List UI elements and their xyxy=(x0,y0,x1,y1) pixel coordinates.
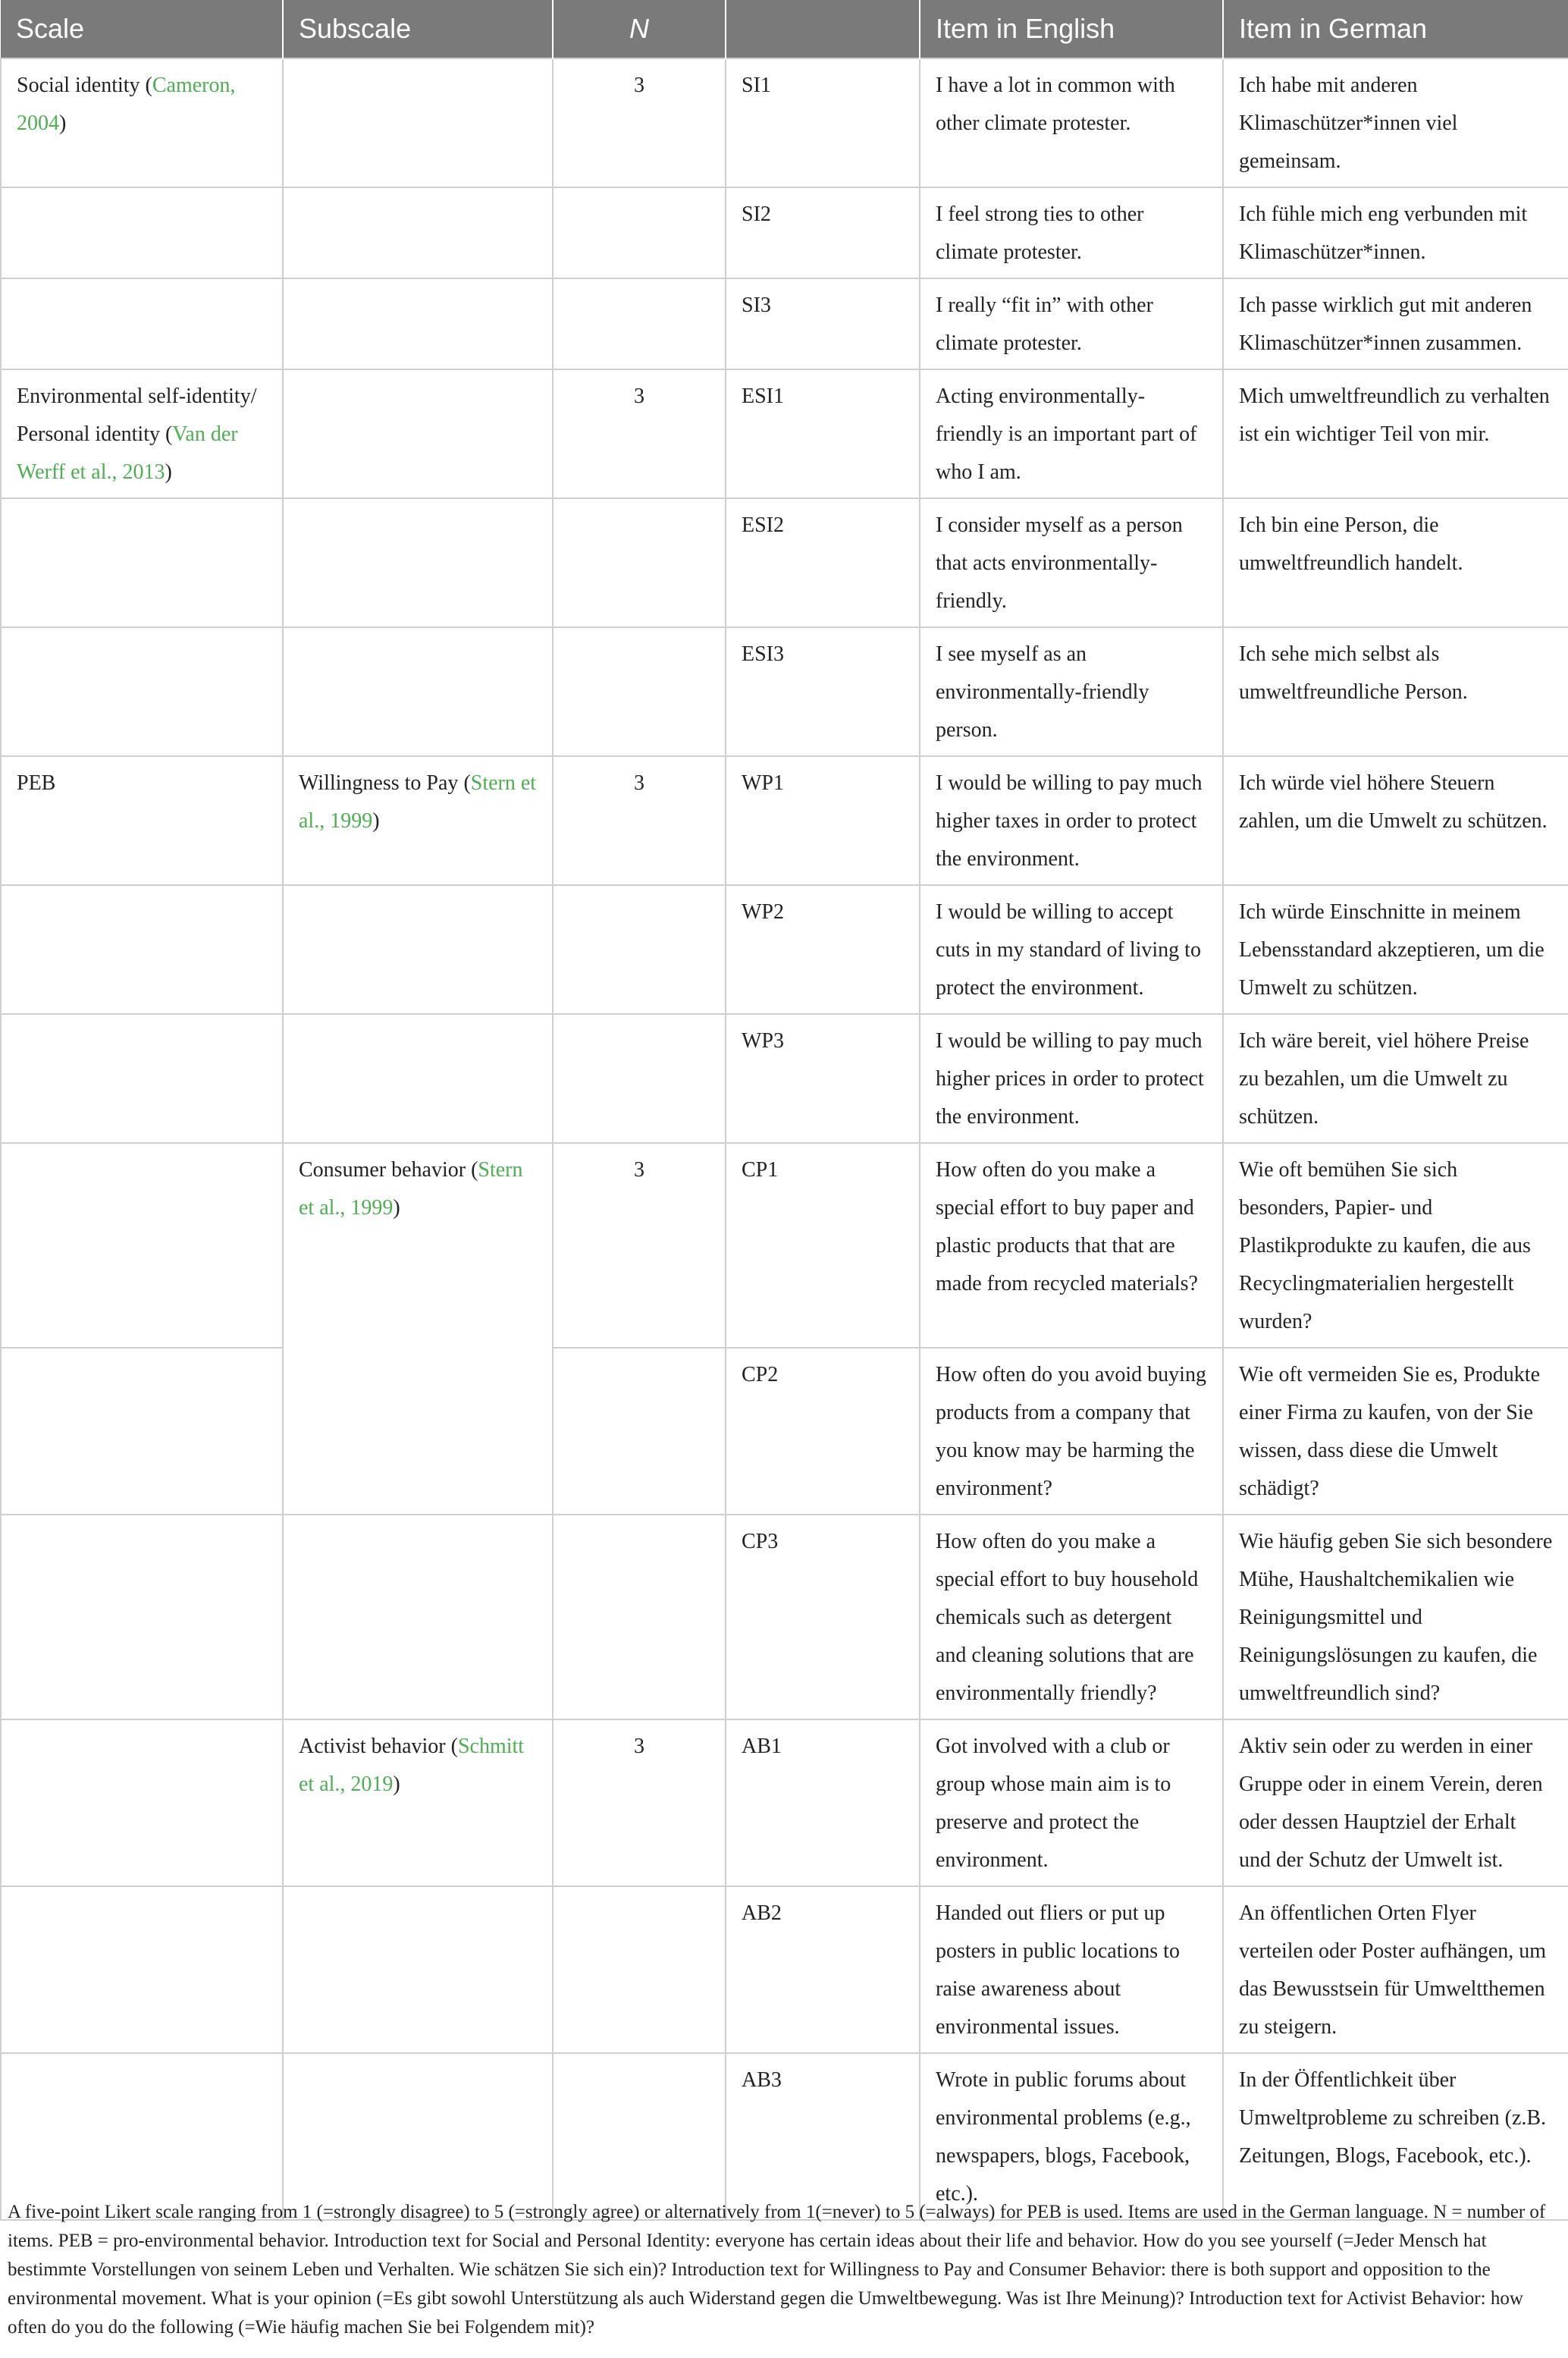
scale-suffix: ) xyxy=(165,460,172,484)
table-row xyxy=(1,627,1568,756)
table-row xyxy=(1,1886,1568,2053)
table-row xyxy=(1,756,1568,885)
table-row xyxy=(1,885,1568,1014)
subscale-suffix: ) xyxy=(393,1196,400,1220)
subscale-cell: Activist behavior (Schmitt et al., 2019) xyxy=(283,1719,553,1886)
table-row xyxy=(1,1719,1568,1886)
n-count-cell xyxy=(553,2053,726,2220)
table-row xyxy=(1,58,1568,187)
n-count-cell: 3 xyxy=(553,369,726,498)
item-english-cell: I have a lot in common with other climate protester. xyxy=(920,58,1223,187)
subscale-cell: Willingness to Pay (Stern et al., 1999) xyxy=(283,756,553,885)
subscale-citation: Schmitt et al., 2019 xyxy=(299,1735,525,1796)
subscale-cell xyxy=(283,1886,553,2053)
subscale-text: Willingness to Pay xyxy=(299,771,459,795)
n-count-cell xyxy=(553,1348,726,1515)
item-german-cell: Ich würde viel höhere Steuern zahlen, um die Umwelt zu schützen. xyxy=(1223,756,1568,885)
scale-cell xyxy=(1,1348,283,1515)
item-english-cell: I really “fit in” with other climate protester. xyxy=(920,278,1223,369)
item-code-cell: SI3 xyxy=(726,278,920,369)
scale-cell: Social identity (Cameron, 2004) xyxy=(1,58,283,187)
item-german-cell: Mich umweltfreundlich zu verhalten ist ein wichtiger Teil von mir. xyxy=(1223,369,1568,498)
table-row xyxy=(1,2053,1568,2220)
subscale-suffix: ) xyxy=(372,809,380,833)
n-count-cell xyxy=(553,187,726,278)
subscale-cell xyxy=(283,885,553,1014)
item-code-cell: AB2 xyxy=(726,1886,920,2053)
item-english-cell: Wrote in public forums about environmental problems (e.g., newspapers, blogs, Facebook, etc.). xyxy=(920,2053,1223,2220)
n-count-cell xyxy=(553,498,726,627)
n-count-cell: 3 xyxy=(553,58,726,187)
item-code-cell: WP2 xyxy=(726,885,920,1014)
scale-cell: Environmental self-identity/ Personal identity (Van der Werff et al., 2013) xyxy=(1,369,283,498)
table-footnote: A five-point Likert scale ranging from 1 (=strongly disagree) to 5 (=strongly agree) or alternatively from 1(=never) to 5 (=always) for PEB is used. Items are used in the German language. N = number of items. PEB = pro-environmental behavior. Introduction text for Social and Personal Identity: everyone has certain ideas about their life and behavior. How do you see yourself (=Jeder Mensch hat bestimmte Vorstellungen von seinem Leben und Verhalten. Wie schätzen Sie sich ein)? Introduction text for Willingness to Pay and Consumer Behavior: there is both support and opposition to the environmental movement. What is your opinion (=Es gibt sowohl Unterstützung als auch Widerstand gegen die Umweltbewegung. Was ist Ihre Meinung)? Introduction text for Activist Behavior: how often do you do the following (=Wie häufig machen Sie bei Folgendem mit)? xyxy=(8,2202,1546,2338)
item-code-cell: SI2 xyxy=(726,187,920,278)
scale-cell xyxy=(1,187,283,278)
header-item-english: Item in English xyxy=(920,0,1223,58)
subscale-cell xyxy=(283,58,553,187)
item-english-cell: I consider myself as a person that acts environmentally-friendly. xyxy=(920,498,1223,627)
header-subscale: Subscale xyxy=(283,0,553,58)
subscale-cell xyxy=(283,369,553,498)
scale-citation: Van der Werff et al., 2013 xyxy=(17,422,238,484)
scale-cell xyxy=(1,1143,283,1348)
item-code-cell: AB1 xyxy=(726,1719,920,1886)
table-row xyxy=(1,1014,1568,1143)
item-english-cell: Handed out fliers or put up posters in public locations to raise awareness about environmental issues. xyxy=(920,1886,1223,2053)
subscale-text: Activist behavior xyxy=(299,1735,446,1758)
scale-cell xyxy=(1,1719,283,1886)
table-row xyxy=(1,1143,1568,1348)
item-code-cell: CP3 xyxy=(726,1515,920,1719)
item-code-cell: CP2 xyxy=(726,1348,920,1515)
header-item-code xyxy=(726,0,920,58)
item-code-cell: WP3 xyxy=(726,1014,920,1143)
scale-cell xyxy=(1,627,283,756)
item-english-cell: I feel strong ties to other climate protester. xyxy=(920,187,1223,278)
subscale-citation: Stern et al., 1999 xyxy=(299,771,537,833)
item-english-cell: How often do you avoid buying products from a company that you know may be harming the environment? xyxy=(920,1348,1223,1515)
n-count-cell: 3 xyxy=(553,756,726,885)
scale-cell xyxy=(1,1515,283,1719)
subscale-cell: Consumer behavior (Stern et al., 1999) xyxy=(283,1143,553,1515)
item-german-cell: Ich passe wirklich gut mit anderen Klimaschützer*innen zusammen. xyxy=(1223,278,1568,369)
item-german-cell: Wie häufig geben Sie sich besondere Mühe, Haushaltchemikalien wie Reinigungsmittel und Reinigungslösungen zu kaufen, die umweltfreundlich sind? xyxy=(1223,1515,1568,1719)
subscale-cell xyxy=(283,498,553,627)
item-german-cell: Ich habe mit anderen Klimaschützer*innen viel gemeinsam. xyxy=(1223,58,1568,187)
table-row xyxy=(1,1515,1568,1719)
item-english-cell: I would be willing to pay much higher taxes in order to protect the environment. xyxy=(920,756,1223,885)
item-german-cell: Ich wäre bereit, viel höhere Preise zu bezahlen, um die Umwelt zu schützen. xyxy=(1223,1014,1568,1143)
scale-cell xyxy=(1,1886,283,2053)
item-german-cell: Ich würde Einschnitte in meinem Lebensstandard akzeptieren, um die Umwelt zu schützen. xyxy=(1223,885,1568,1014)
header-n: N xyxy=(553,0,726,58)
item-german-cell: Wie oft bemühen Sie sich besonders, Papier- und Plastikprodukte zu kaufen, die aus Recyclingmaterialien hergestellt wurden? xyxy=(1223,1143,1568,1348)
n-count-cell xyxy=(553,1515,726,1719)
scale-cell xyxy=(1,2053,283,2220)
item-code-cell: ESI1 xyxy=(726,369,920,498)
scale-cell xyxy=(1,498,283,627)
subscale-suffix: ) xyxy=(393,1772,400,1796)
subscale-cell xyxy=(283,278,553,369)
item-code-cell: CP1 xyxy=(726,1143,920,1348)
item-code-cell: SI1 xyxy=(726,58,920,187)
scale-cell xyxy=(1,278,283,369)
table-header-row xyxy=(1,0,1568,58)
n-count-cell xyxy=(553,278,726,369)
item-german-cell: Ich bin eine Person, die umweltfreundlich handelt. xyxy=(1223,498,1568,627)
table-row xyxy=(1,187,1568,278)
item-german-cell: Wie oft vermeiden Sie es, Produkte einer Firma zu kaufen, von der Sie wissen, dass diese die Umwelt schädigt? xyxy=(1223,1348,1568,1515)
item-german-cell: Ich sehe mich selbst als umweltfreundliche Person. xyxy=(1223,627,1568,756)
scale-text: Environmental self-identity/ Personal identity xyxy=(17,385,257,446)
item-english-cell: I would be willing to pay much higher prices in order to protect the environment. xyxy=(920,1014,1223,1143)
item-code-cell: WP1 xyxy=(726,756,920,885)
n-count-cell xyxy=(553,1886,726,2053)
subscale-cell xyxy=(283,1515,553,1719)
subscale-cell xyxy=(283,627,553,756)
scale-text: PEB xyxy=(17,771,56,795)
item-code-cell: ESI2 xyxy=(726,498,920,627)
scale-citation: Cameron, 2004 xyxy=(17,74,236,135)
item-german-cell: An öffentlichen Orten Flyer verteilen oder Poster aufhängen, um das Bewusstsein für Umweltthemen zu steigern. xyxy=(1223,1886,1568,2053)
item-english-cell: Got involved with a club or group whose main aim is to preserve and protect the environment. xyxy=(920,1719,1223,1886)
item-english-cell: How often do you make a special effort to buy household chemicals such as detergent and cleaning solutions that are environmentally friendly? xyxy=(920,1515,1223,1719)
item-german-cell: Ich fühle mich eng verbunden mit Klimaschützer*innen. xyxy=(1223,187,1568,278)
table-body xyxy=(1,58,1568,2220)
item-code-cell: ESI3 xyxy=(726,627,920,756)
subscale-text: Consumer behavior xyxy=(299,1158,466,1182)
scale-cell xyxy=(1,885,283,1014)
item-english-cell: Acting environmentally-friendly is an important part of who I am. xyxy=(920,369,1223,498)
n-count-cell xyxy=(553,627,726,756)
table-row xyxy=(1,278,1568,369)
item-english-cell: I see myself as an environmentally-friendly person. xyxy=(920,627,1223,756)
item-german-cell: Aktiv sein oder zu werden in einer Gruppe oder in einem Verein, deren oder dessen Hauptziel der Erhalt und der Schutz der Umwelt ist. xyxy=(1223,1719,1568,1886)
subscale-cell xyxy=(283,1014,553,1143)
scale-cell xyxy=(1,756,283,885)
n-count-cell: 3 xyxy=(553,1143,726,1348)
subscale-cell xyxy=(283,187,553,278)
item-english-cell: I would be willing to accept cuts in my standard of living to protect the environment. xyxy=(920,885,1223,1014)
item-code-cell: AB3 xyxy=(726,2053,920,2220)
item-english-cell: How often do you make a special effort to buy paper and plastic products that that are made from recycled materials? xyxy=(920,1143,1223,1348)
scale-suffix: ) xyxy=(59,111,67,135)
n-count-cell xyxy=(553,885,726,1014)
subscale-citation: Stern et al., 1999 xyxy=(299,1158,523,1220)
n-count-cell: 3 xyxy=(553,1719,726,1886)
table-row xyxy=(1,1348,1568,1515)
subscale-cell xyxy=(283,2053,553,2220)
scale-cell xyxy=(1,1014,283,1143)
header-scale: Scale xyxy=(1,0,283,58)
header-item-german: Item in German xyxy=(1223,0,1568,58)
item-german-cell: In der Öffentlichkeit über Umweltprobleme zu schreiben (z.B. Zeitungen, Blogs, Facebook, etc.). xyxy=(1223,2053,1568,2220)
table-row xyxy=(1,498,1568,627)
table-row xyxy=(1,369,1568,498)
n-count-cell xyxy=(553,1014,726,1143)
scale-text: Social identity xyxy=(17,74,140,97)
